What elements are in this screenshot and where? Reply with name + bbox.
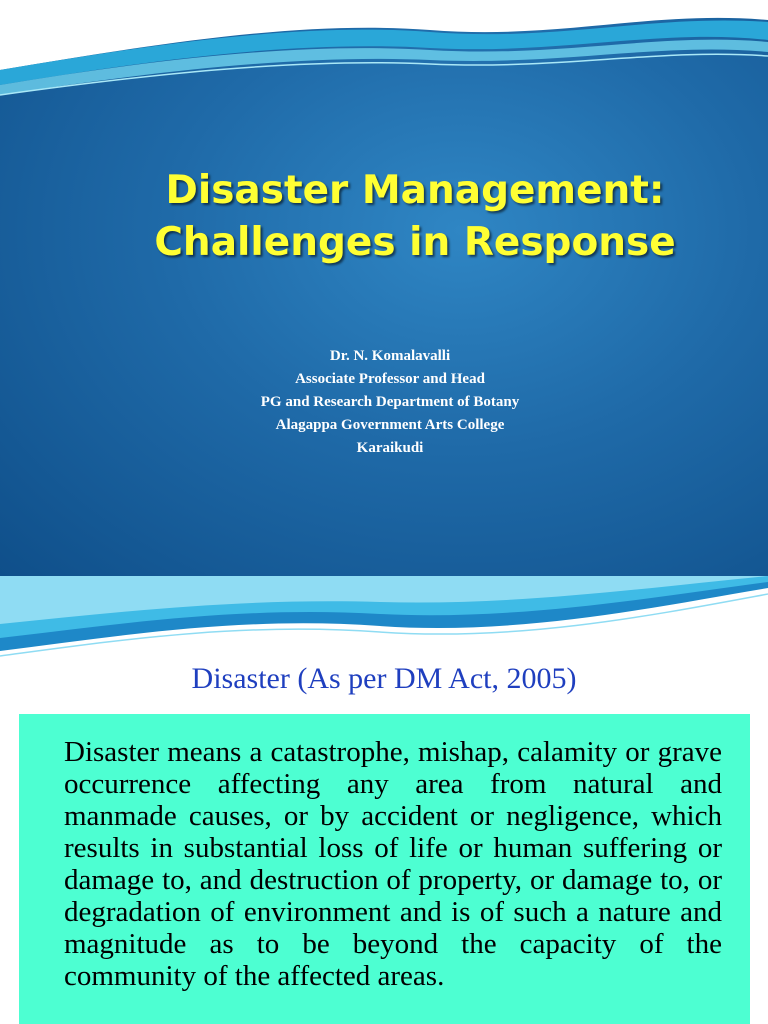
slide-title — [100, 165, 730, 269]
wave-decoration — [0, 0, 768, 110]
title-line-2: Challenges in Response — [154, 220, 676, 265]
definition-text: Disaster means a catastrophe, mishap, calamity or grave occurrence affecting any area from natural and manmade causes, or by accident or negligence, which results in substantial loss of life or human suffering or damage to, and destruction of property, or damage to, or degradation of environment and is of such a nature and magnitude as to be beyond the capacity of the community of the affected areas. — [64, 736, 722, 992]
author-position: Associate Professor and Head — [295, 371, 485, 387]
author-college: Alagappa Government Arts College — [275, 417, 505, 433]
author-block — [190, 345, 590, 460]
definition-box — [19, 714, 750, 1024]
author-department: PG and Research Department of Botany — [260, 394, 520, 410]
content-slide — [0, 576, 768, 1024]
title-line-1: Disaster Management: — [165, 168, 665, 213]
author-name: Dr. N. Komalavalli — [329, 348, 451, 364]
wave-decoration — [0, 576, 768, 666]
slide-heading: Disaster (As per DM Act, 2005) — [191, 662, 577, 695]
author-city: Karaikudi — [356, 440, 424, 456]
